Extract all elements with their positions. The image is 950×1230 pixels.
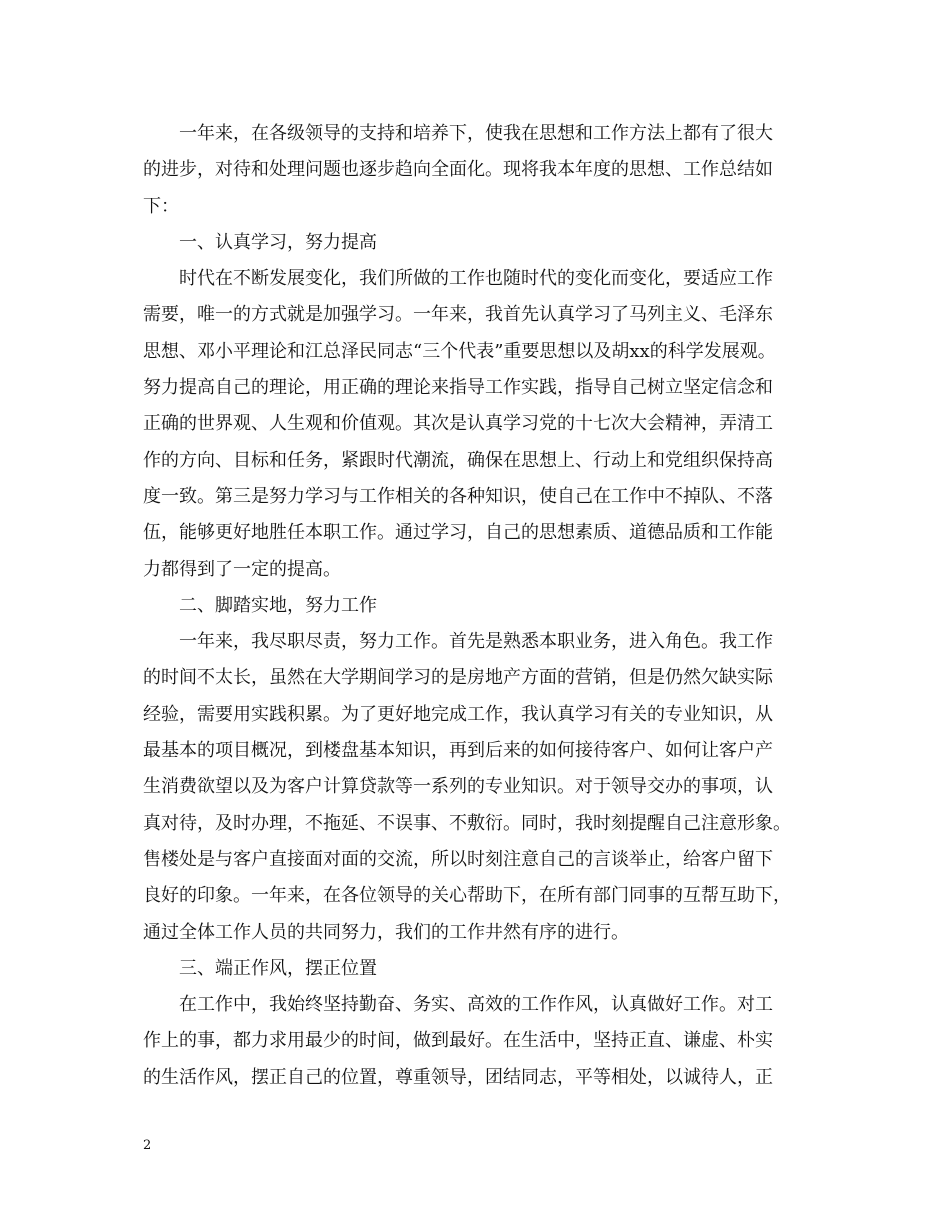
text-line: 三、端正作风，摆正位置: [143, 957, 377, 979]
text-line: 力都得到了一定的提高。: [143, 558, 341, 580]
text-line: 伍，能够更好地胜任本职工作。通过学习，自己的思想素质、道德品质和工作能: [143, 522, 773, 544]
text-line: 在工作中，我始终坚持勤奋、务实、高效的工作作风，认真做好工作。对工: [143, 994, 773, 1016]
text-line: 售楼处是与客户直接面对面的交流，所以时刻注意自己的言谈举止，给客户留下: [143, 848, 773, 870]
text-line: 需要，唯一的方式就是加强学习。一年来，我首先认真学习了马列主义、毛泽东: [143, 304, 773, 326]
text-line: 最基本的项目概况，到楼盘基本知识，再到后来的如何接待客户、如何让客户产: [143, 740, 773, 762]
text-line: 经验，需要用实践积累。为了更好地完成工作，我认真学习有关的专业知识，从: [143, 703, 773, 725]
text-line: 作的方向、目标和任务，紧跟时代潮流，确保在思想上、行动上和党组织保持高: [143, 449, 773, 471]
text-line: 思想、邓小平理论和江总泽民同志“三个代表”重要思想以及胡xx的科学发展观。: [143, 340, 776, 362]
text-line: 下：: [143, 195, 179, 217]
text-line: 通过全体工作人员的共同努力，我们的工作井然有序的进行。: [143, 921, 629, 943]
text-line: 的进步，对待和处理问题也逐步趋向全面化。现将我本年度的思想、工作总结如: [143, 159, 773, 181]
text-line: 二、脚踏实地，努力工作: [143, 594, 377, 616]
text-line: 一、认真学习，努力提高: [143, 231, 377, 253]
text-line: 良好的印象。一年来，在各位领导的关心帮助下，在所有部门同事的互帮互助下，: [143, 885, 791, 907]
text-line: 时代在不断发展变化，我们所做的工作也随时代的变化而变化，要适应工作: [143, 268, 773, 290]
text-line: 一年来，在各级领导的支持和培养下，使我在思想和工作方法上都有了很大: [143, 123, 773, 144]
text-line: 的生活作风，摆正自己的位置，尊重领导，团结同志，平等相处，以诚待人，正: [143, 1066, 773, 1088]
text-line: 真对待，及时办理，不拖延、不误事、不敷衍。同时，我时刻提醒自己注意形象。: [143, 812, 791, 834]
text-line: 作上的事，都力求用最少的时间，做到最好。在生活中，坚持正直、谦虚、朴实: [143, 1030, 773, 1052]
text-line: 努力提高自己的理论，用正确的理论来指导工作实践，指导自己树立坚定信念和: [143, 377, 773, 399]
page-number: 2: [143, 1138, 152, 1153]
text-line: 度一致。第三是努力学习与工作相关的各种知识，使自己在工作中不掉队、不落: [143, 485, 773, 507]
text-line: 的时间不太长，虽然在大学期间学习的是房地产方面的营销，但是仍然欠缺实际: [143, 667, 773, 689]
text-line: 一年来，我尽职尽责，努力工作。首先是熟悉本职业务，进入角色。我工作: [143, 631, 773, 653]
text-line: 生消费欲望以及为客户计算贷款等一系列的专业知识。对于领导交办的事项，认: [143, 776, 773, 798]
text-line: 正确的世界观、人生观和价值观。其次是认真学习党的十七次大会精神，弄清工: [143, 413, 773, 435]
body-text: [143, 116, 807, 1096]
